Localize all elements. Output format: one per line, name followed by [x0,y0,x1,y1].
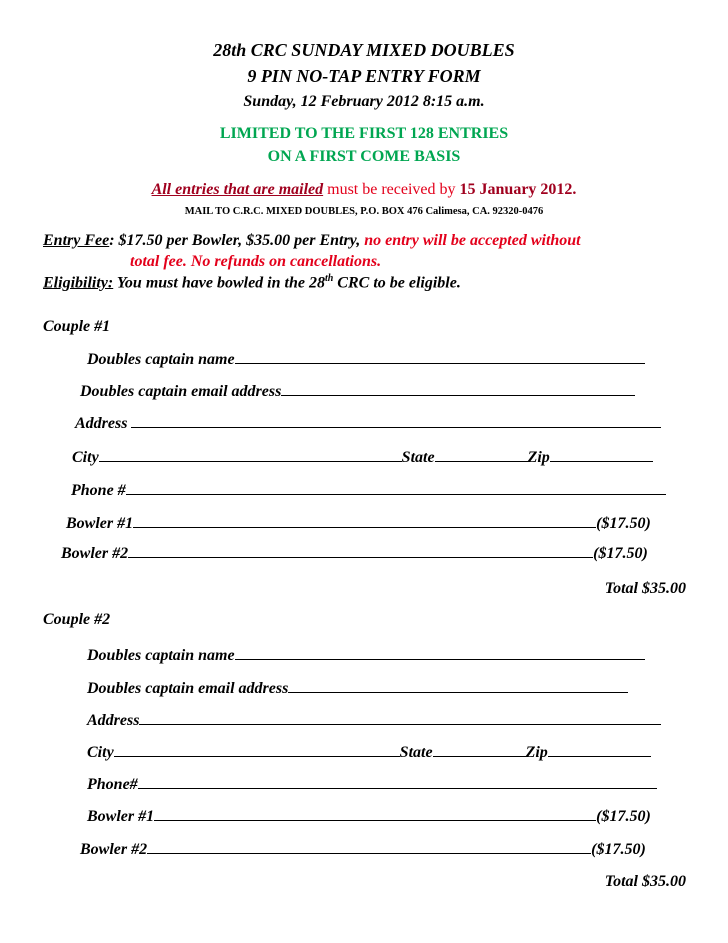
bowler-1-fee: ($17.50) [596,515,651,532]
captain-email-line[interactable] [288,691,628,693]
bowler-2-line[interactable] [128,556,593,558]
bowler-1-label: Bowler #1 [66,515,134,532]
captain-name-label: Doubles captain name [87,351,235,368]
entry-fee-text: : $17.50 per Bowler, $35.00 per Entry, [109,232,365,249]
captain-email-line[interactable] [281,394,635,396]
couple-1-address-row[interactable] [75,415,661,433]
state-line[interactable] [435,460,528,462]
eligibility-line [43,273,461,292]
limit-line-2: ON A FIRST COME BASIS [267,148,461,165]
title-line-2: 9 PIN NO-TAP ENTRY FORM [247,66,481,86]
couple-2-captain-name-row[interactable] [87,647,645,665]
state-label: State [401,449,435,466]
address-line[interactable] [139,723,661,725]
couple-2-city-row[interactable] [87,744,651,762]
eligibility-sup: th [324,273,334,284]
address-line[interactable] [131,426,661,428]
couple-1-heading: Couple #1 [43,318,111,335]
couple-1-bowler-2-row[interactable] [61,545,648,563]
entry-fee-line [43,232,581,250]
bowler-1-label: Bowler #1 [87,808,155,825]
couple-2-total: Total $35.00 [604,873,686,890]
bowler-2-fee: ($17.50) [593,545,648,562]
no-entry-warning: no entry will be accepted without [364,232,581,249]
deadline-date: 15 January 2012. [459,181,577,198]
phone-label: Phone # [71,482,126,499]
zip-label: Zip [525,744,548,761]
mail-to-address: MAIL TO C.R.C. MIXED DOUBLES, P.O. BOX 476 Calimesa, CA. 92320-0476 [184,206,544,217]
mail-deadline [0,181,728,199]
couple-2-address-row[interactable] [87,712,661,730]
couple-2-bowler-2-row[interactable] [80,841,646,859]
eligibility-label: Eligibility: [43,274,114,292]
couple-1-phone-row[interactable] [71,482,666,500]
bowler-1-fee: ($17.50) [596,808,651,825]
bowler-2-label: Bowler #2 [80,841,148,858]
city-line[interactable] [114,755,400,757]
address-label: Address [87,712,140,729]
eligibility-text-a: You must have bowled in the 28 [113,274,325,292]
captain-email-label: Doubles captain email address [87,680,289,697]
bowler-1-line[interactable] [154,819,596,821]
phone-label: Phone# [87,776,138,793]
no-refund-warning: total fee. No refunds on cancellations. [130,253,382,270]
couple-2-phone-row[interactable] [87,776,657,794]
city-label: City [72,449,99,466]
couple-1-total: Total $35.00 [604,580,686,597]
couple-1-captain-name-row[interactable] [87,351,645,369]
limit-line-1: LIMITED TO THE FIRST 128 ENTRIES [219,125,509,142]
captain-email-label: Doubles captain email address [80,383,282,400]
couple-2-bowler-1-row[interactable] [87,808,651,826]
received-text: must be received by [323,181,460,198]
zip-line[interactable] [550,460,653,462]
mailed-entries-text: All entries that are mailed [151,181,324,198]
phone-line[interactable] [138,787,657,789]
bowler-2-fee: ($17.50) [591,841,646,858]
eligibility-text-b: CRC to be eligible. [333,274,461,292]
captain-name-line[interactable] [235,658,645,660]
zip-label: Zip [527,449,550,466]
city-line[interactable] [99,460,402,462]
bowler-2-label: Bowler #2 [61,545,129,562]
couple-1-bowler-1-row[interactable] [66,515,651,533]
couple-2-heading: Couple #2 [43,611,111,628]
captain-name-line[interactable] [235,362,645,364]
phone-line[interactable] [126,493,666,495]
bowler-2-line[interactable] [147,852,591,854]
state-line[interactable] [433,755,526,757]
event-date: Sunday, 12 February 2012 8:15 a.m. [243,93,485,110]
couple-2-captain-email-row[interactable] [87,680,628,698]
bowler-1-line[interactable] [133,526,596,528]
couple-1-captain-email-row[interactable] [80,383,635,401]
city-label: City [87,744,114,761]
title-line-1: 28th CRC SUNDAY MIXED DOUBLES [213,40,515,60]
address-label: Address [75,415,132,432]
entry-fee-label: Entry Fee [43,232,110,249]
zip-line[interactable] [548,755,651,757]
couple-1-city-row[interactable] [72,449,653,467]
state-label: State [399,744,433,761]
captain-name-label: Doubles captain name [87,647,235,664]
